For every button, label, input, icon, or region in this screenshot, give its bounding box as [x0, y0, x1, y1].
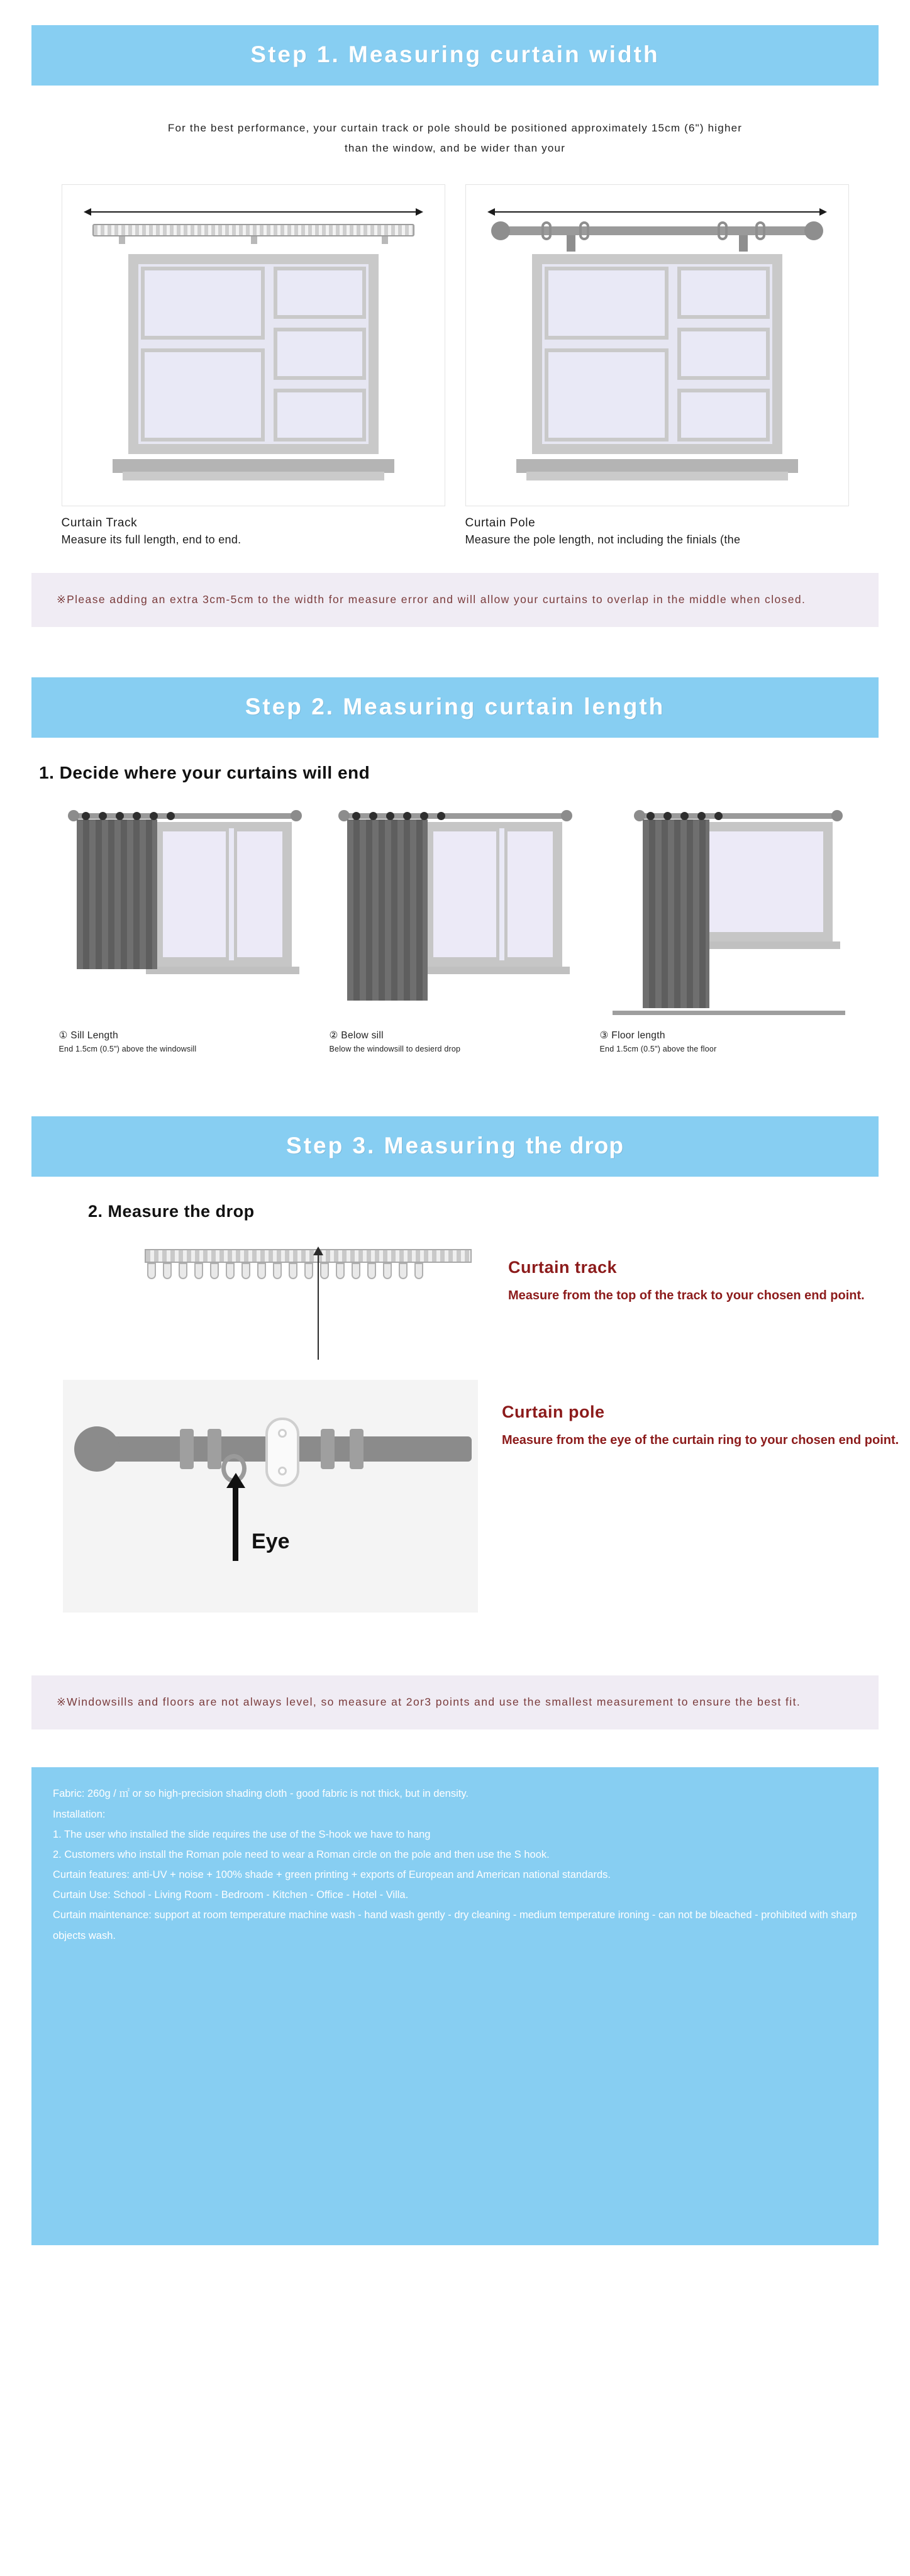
rod-end-icon [561, 810, 572, 821]
curtain-panel [643, 819, 709, 1008]
window-pane-column [274, 267, 365, 441]
track-foot-icon [119, 236, 125, 244]
rod-end-icon [831, 810, 843, 821]
window-pane [677, 328, 769, 380]
step2-heading: 1. Decide where your curtains will end [39, 763, 370, 783]
measure-pole-row [0, 1380, 910, 1613]
pole-ring-icon [718, 221, 728, 240]
window-panes [430, 828, 556, 960]
window-sill [687, 941, 840, 949]
curtain-panel [347, 819, 428, 1001]
pole-bracket-icon [265, 1418, 299, 1487]
step1-note: ※Please adding an extra 3cm-5cm to the width for measure error and will allow your curtains to overlap in the middle when closed. [31, 573, 879, 627]
track-rail-icon [92, 224, 414, 236]
curtain-track-title: Curtain track [508, 1258, 618, 1277]
step1-banner: Step 1. Measuring curtain width [31, 25, 879, 86]
track-hook-icon [194, 1263, 203, 1279]
track-hook-icon [210, 1263, 219, 1279]
grommet-icon [116, 812, 124, 820]
pole-ring-icon [579, 221, 589, 240]
below-sill-card [330, 798, 581, 1053]
window-sill-under [123, 472, 384, 480]
info-line: Curtain Use: School - Living Room - Bedroom - Kitchen - Office - Hotel - Villa. [53, 1889, 409, 1901]
width-arrow-icon [91, 211, 416, 213]
window-pane [545, 348, 669, 441]
window-pane-column [677, 267, 769, 441]
grommet-icon [82, 812, 90, 820]
sill-length-sub: End 1.5cm (0.5") above the windowsill [58, 1045, 197, 1054]
measure-track-illustration [69, 1235, 484, 1342]
grommet-row [352, 812, 445, 820]
pole-ring-icon [755, 221, 765, 240]
pole-collar-icon [208, 1429, 221, 1469]
window-sill [416, 967, 570, 974]
measure-pole-illustration [63, 1380, 478, 1613]
curtain-pole-card [465, 184, 849, 548]
track-hook-icon [304, 1263, 313, 1279]
curtain-pole-illustration [465, 184, 849, 506]
spacer [0, 1729, 910, 1767]
track-hook-icon [241, 1263, 250, 1279]
track-hook-icon [257, 1263, 266, 1279]
below-sill-illustration [330, 798, 581, 1024]
step3-banner-sub: the drop [525, 1133, 624, 1159]
grommet-icon [663, 812, 672, 820]
window-pane [677, 267, 769, 319]
track-hook-icon [179, 1263, 187, 1279]
window-frame [153, 822, 292, 967]
window-pane [274, 267, 365, 319]
window-panes [701, 828, 826, 935]
pole-collar-icon [321, 1429, 335, 1469]
step1-diagram-row [0, 178, 910, 548]
measure-track-text [484, 1235, 865, 1306]
step3-banner-main: Step 3. Measuring [286, 1133, 518, 1159]
window-pane [141, 267, 265, 340]
info-line: Curtain features: anti-UV + noise + 100% shade + green printing + exports of European and American national standards. [53, 1869, 611, 1881]
grommet-row [646, 812, 723, 820]
grommet-icon [420, 812, 428, 820]
grommet-icon [680, 812, 689, 820]
floor-length-illustration [600, 798, 852, 1024]
info-line: 1. The user who installed the slide requires the use of the S-hook we have to hang [53, 1828, 431, 1840]
pole-finial-icon [74, 1426, 119, 1472]
window-pane [701, 828, 826, 935]
bracket-hole-icon [278, 1429, 287, 1438]
window-frame [532, 254, 782, 454]
window-pane [274, 328, 365, 380]
window-pane [677, 389, 769, 441]
info-line: Installation: [53, 1808, 106, 1820]
pole-bracket-icon [567, 235, 575, 252]
window-pane [504, 828, 556, 960]
track-hook-icon [383, 1263, 392, 1279]
step3-note: ※Windowsills and floors are not always level, so measure at 2or3 points and use the smallest measurement to ensure the best fit. [31, 1675, 879, 1729]
track-hook-icon [320, 1263, 329, 1279]
grommet-icon [437, 812, 445, 820]
window-pane [234, 828, 286, 960]
spacer [0, 1053, 910, 1116]
window-panes [138, 264, 369, 444]
sill-length-illustration [59, 798, 311, 1024]
spacer [0, 627, 910, 677]
track-hook-icon [289, 1263, 297, 1279]
pole-collar-icon [180, 1429, 194, 1469]
step3-banner [31, 1116, 879, 1177]
track-foot-icon [382, 236, 388, 244]
track-hook-icon [147, 1263, 156, 1279]
track-foot-icon [251, 236, 257, 244]
floor-length-sub: End 1.5cm (0.5") above the floor [599, 1045, 717, 1054]
grommet-row [82, 812, 175, 820]
track-hook-icon [273, 1263, 282, 1279]
info-line: Curtain maintenance: support at room temperature machine wash - hand wash gently - dry cleaning - medium temperature ironing - can not be bleached - prohibited with sharp objects wash. [53, 1909, 857, 1941]
window-sill [516, 459, 798, 473]
track-hook-icon [226, 1263, 235, 1279]
window-frame [694, 822, 833, 941]
grommet-icon [646, 812, 655, 820]
measure-pole-text [478, 1380, 899, 1450]
grommet-icon [403, 812, 411, 820]
grommet-icon [133, 812, 141, 820]
curtain-track-caption-body: Measure its full length, end to end. [61, 533, 241, 546]
measure-track-row [0, 1228, 910, 1342]
track-hook-icon [399, 1263, 408, 1279]
pole-bracket-icon [739, 235, 748, 252]
track-art [69, 1235, 484, 1342]
window-panes [542, 264, 772, 444]
step2-diagram-row [0, 789, 910, 1053]
floor-length-label: ③ Floor length [599, 1030, 665, 1041]
spacer [0, 1342, 910, 1380]
finial-icon [804, 221, 823, 240]
curtain-pole-title: Curtain pole [502, 1402, 605, 1422]
window-sill [146, 967, 299, 974]
spacer [0, 548, 910, 573]
window-pane [160, 828, 229, 960]
product-info-block [31, 1767, 879, 2245]
window-pane [141, 348, 265, 441]
width-arrow-icon [494, 211, 820, 213]
window-sill [113, 459, 394, 473]
grommet-icon [150, 812, 158, 820]
track-rail-icon [145, 1249, 472, 1263]
curtain-panel [77, 819, 157, 969]
floor-length-card [600, 798, 852, 1053]
grommet-icon [369, 812, 377, 820]
info-line: Fabric: 260g / ㎡ or so high-precision shading cloth - good fabric is not thick, but in density. [53, 1788, 469, 1800]
grommet-icon [697, 812, 706, 820]
step2-banner: Step 2. Measuring curtain length [31, 677, 879, 738]
eye-label: Eye [252, 1530, 290, 1554]
pole-collar-icon [350, 1429, 363, 1469]
rod-end-icon [291, 810, 302, 821]
grommet-icon [99, 812, 107, 820]
below-sill-sub: Below the windowsill to desierd drop [329, 1045, 461, 1054]
below-sill-label: ② Below sill [329, 1030, 384, 1041]
window-pane-column [141, 267, 265, 441]
curtain-track-body: Measure from the top of the track to your chosen end point. [508, 1289, 865, 1303]
window-panes [160, 828, 286, 960]
track-hook-icon [414, 1263, 423, 1279]
curtain-track-card [62, 184, 445, 548]
window-pane [430, 828, 499, 960]
step3-heading: 2. Measure the drop [88, 1202, 255, 1221]
spacer [0, 1613, 910, 1675]
pole-ring-icon [541, 221, 552, 240]
sill-length-card [59, 798, 311, 1053]
measure-arrow-icon [233, 1485, 238, 1561]
grommet-icon [714, 812, 723, 820]
window-frame [424, 822, 562, 967]
window-pane-column [545, 267, 669, 441]
curtain-pole-body: Measure from the eye of the curtain ring to your chosen end point. [502, 1433, 899, 1448]
track-hook-icon [367, 1263, 376, 1279]
finial-icon [491, 221, 510, 240]
grommet-icon [352, 812, 360, 820]
window-sill-under [526, 472, 788, 480]
grommet-icon [386, 812, 394, 820]
sill-length-label: ① Sill Length [58, 1030, 118, 1041]
curtain-pole-caption-title: Curtain Pole [465, 516, 536, 530]
grommet-icon [167, 812, 175, 820]
track-hook-icon [336, 1263, 345, 1279]
step1-intro-text: For the best performance, your curtain track or pole should be positioned approximately 15cm (6") higher than the window, and be wider than your [167, 122, 743, 155]
curtain-pole-caption-body: Measure the pole length, not including the finials (the [465, 533, 741, 546]
curtain-track-caption-title: Curtain Track [61, 516, 138, 530]
measure-arrow-icon [318, 1254, 319, 1360]
track-hook-icon [352, 1263, 360, 1279]
bracket-hole-icon [278, 1467, 287, 1475]
track-hook-row [147, 1263, 423, 1279]
window-pane [545, 267, 669, 340]
info-line: 2. Customers who install the Roman pole need to wear a Roman circle on the pole and then use the S hook. [53, 1848, 550, 1860]
curtain-track-illustration [62, 184, 445, 506]
window-frame [128, 254, 379, 454]
window-pane [274, 389, 365, 441]
track-hook-icon [163, 1263, 172, 1279]
spacer-top [0, 0, 910, 25]
floor-line [613, 1011, 845, 1015]
